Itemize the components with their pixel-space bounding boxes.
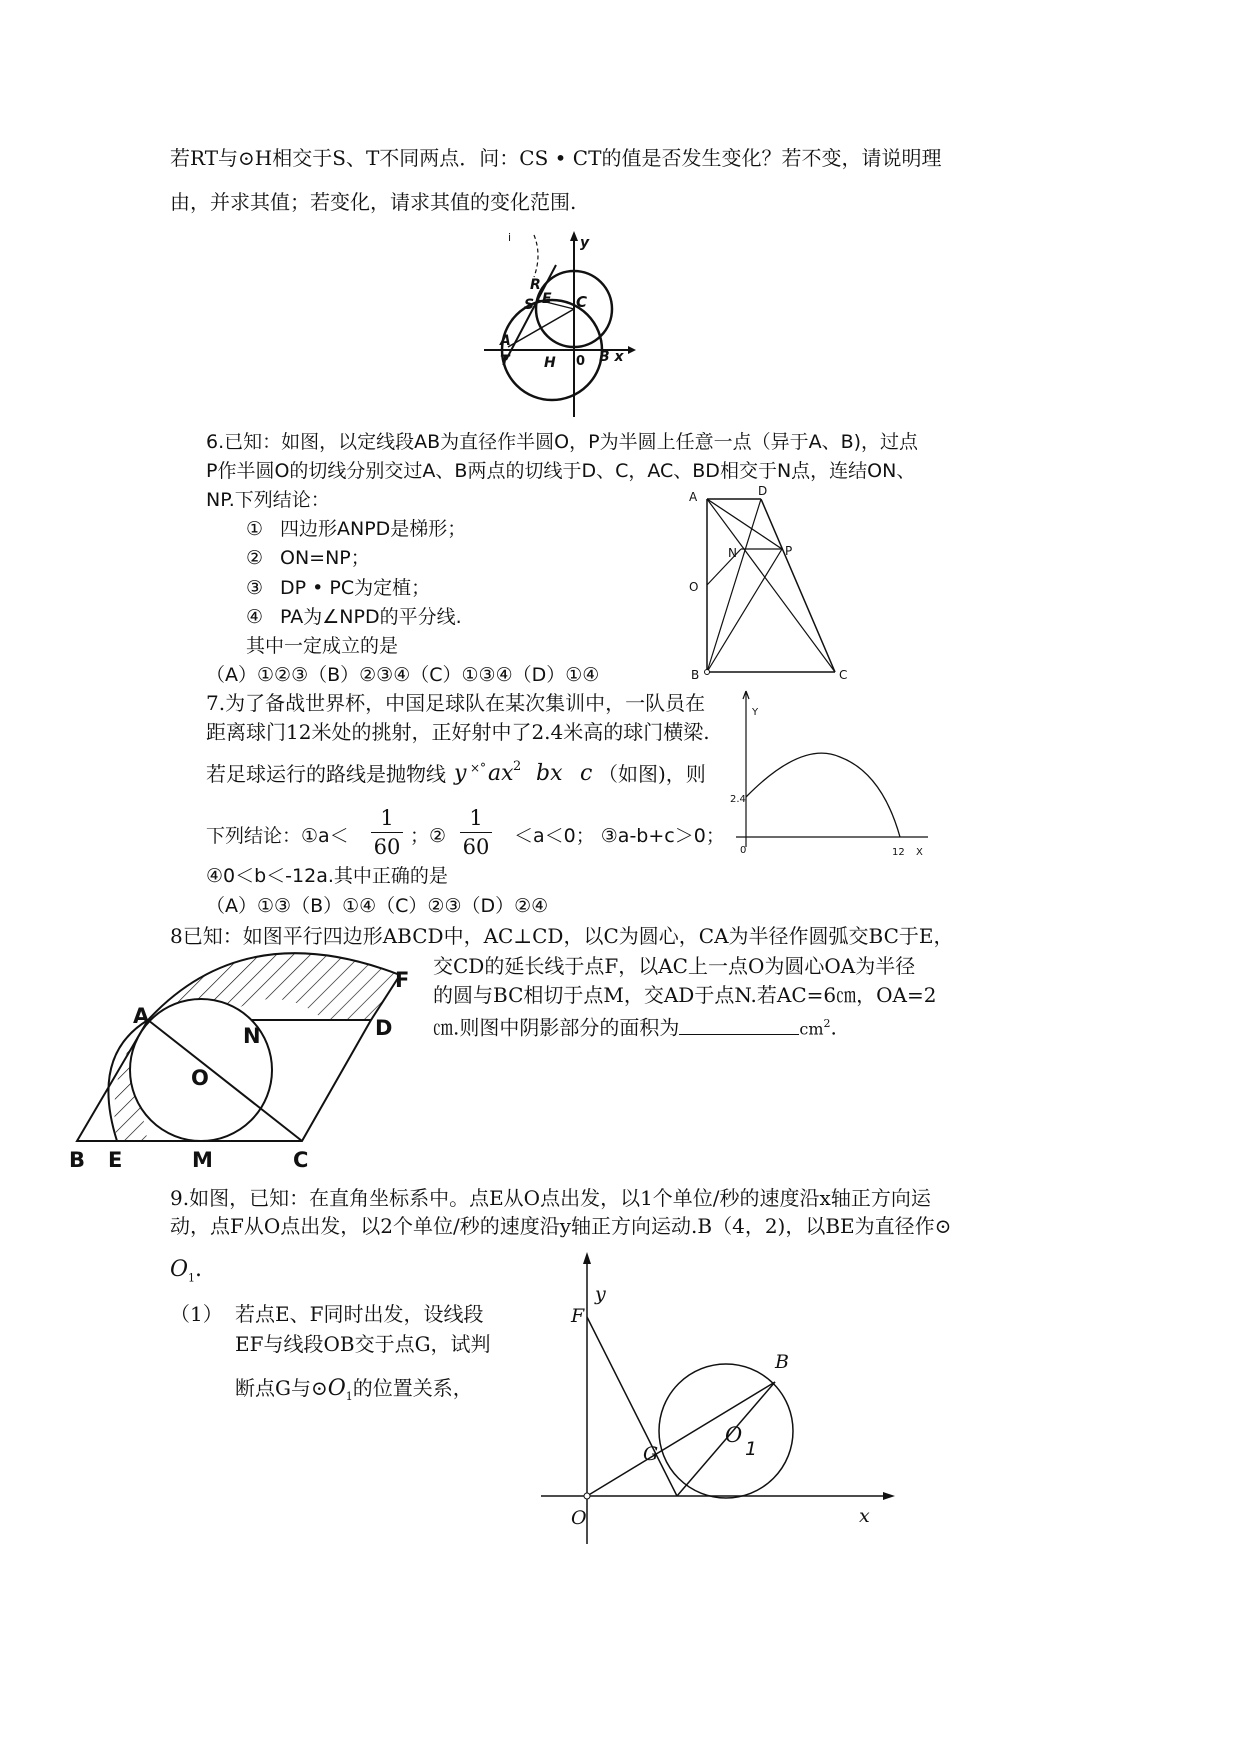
q7-formula-sup: 2 — [513, 759, 522, 774]
q9-line2: 动，点F从O点出发，以2个单位/秒的速度沿y轴正方向运动.B（4，2)，以BE为直径作⊙ — [170, 1214, 952, 1238]
q8-answer-blank[interactable] — [679, 1016, 799, 1035]
q7-formula-c: c — [580, 761, 593, 786]
q6-item-1-num: ① — [246, 518, 264, 540]
fig6-label-O: O — [689, 580, 699, 594]
q6-item-2-text: ON=NP； — [280, 547, 370, 569]
p5-line2: 由，并求其值；若变化，请求其值的变化范围. — [170, 190, 577, 214]
q9-sub1-line3-b: 的位置关系， — [352, 1376, 473, 1400]
fig6-label-D: D — [758, 484, 768, 498]
q6-item-1-text: 四边形ANPD是梯形； — [280, 518, 467, 540]
q6-item-2-num: ② — [246, 547, 264, 569]
fig7-label-Y: Y — [752, 707, 759, 718]
q9-o1-end: . — [195, 1257, 203, 1282]
figure-9-coordinate — [535, 1250, 915, 1550]
fig6-label-P: P — [785, 544, 793, 558]
q6-item-4-num: ④ — [246, 606, 264, 628]
q6-item-3-text: DP • PC为定植； — [280, 577, 431, 599]
q7-line4-mid: ；② — [410, 825, 447, 847]
q9-line1: 9.如图，已知：在直角坐标系中。点E从O点出发，以1个单位/秒的速度沿x轴正方向运 — [170, 1186, 931, 1210]
fig7-label-0: 0 — [740, 845, 747, 856]
fig9-label-G: G — [643, 1443, 659, 1465]
q7-fraction-1 — [367, 806, 407, 859]
fig5-label-A: A — [500, 333, 511, 349]
q9-sub1-o: O — [327, 1376, 346, 1401]
fig8-label-C: C — [293, 1148, 309, 1172]
q6-prompt: 其中一定成立的是 — [246, 635, 399, 657]
q8-line1: 8已知：如图平行四边形ABCD中，AC⊥CD，以C为圆心，CA为半径作圆弧交BC于E， — [170, 924, 954, 948]
q7-options: （A）①③（B）①④（C）②③（D）②④ — [206, 895, 549, 917]
fig8-label-E: E — [108, 1148, 123, 1172]
q8-line2: 交CD的延长线于点F，以AC上一点O为圆心OA为半径 — [433, 954, 916, 978]
figure-7-parabola — [722, 685, 942, 875]
fig5-label-T: T — [500, 353, 510, 369]
q7-line3-suffix: （如图)，则 — [598, 762, 706, 786]
fig9-label-x: x — [859, 1505, 870, 1527]
fig5-label-S: S — [524, 297, 535, 313]
q7-frac1-num: 1 — [380, 806, 394, 830]
q7-line4-prefix: 下列结论：①a＜ — [206, 825, 349, 847]
q7-formula-ax: ax — [488, 761, 514, 786]
fig8-label-F: F — [395, 968, 410, 992]
fig5-label-Bx: B x — [599, 349, 624, 365]
q6-options: （A）①②③（B）②③④（C）①③④（D）①④ — [206, 664, 600, 686]
q9-sub1-line3-a: 断点G与⊙ — [235, 1376, 328, 1400]
q9-sub1-line3 — [235, 1376, 473, 1409]
q6-line3: NP.下列结论： — [206, 489, 330, 511]
fig7-label-X: X — [916, 847, 923, 858]
fig6-label-N: N — [728, 546, 737, 560]
q8-line4 — [433, 1012, 837, 1042]
q7-formula-sym: ×° — [470, 761, 487, 775]
q6-item-3-num: ③ — [246, 577, 264, 599]
q7-frac2-num: 1 — [469, 806, 483, 830]
q7-line2: 距离球门12米处的挑射，正好射中了2.4米高的球门横梁. — [206, 720, 710, 744]
q9-sub1-line1: 若点E、F同时出发，设线段 — [235, 1302, 484, 1326]
fig7-label-12: 12 — [892, 847, 905, 858]
q9-o1-letter: O — [170, 1257, 189, 1282]
fig9-label-O: O — [571, 1507, 587, 1529]
fig5-label-i: i — [508, 231, 512, 244]
figure-5-circles — [480, 225, 640, 425]
fig9-label-O1: O — [725, 1423, 743, 1447]
q9-o1-sub: 1 — [188, 1271, 196, 1285]
q6-line2: P作半圆O的切线分别交过A、B两点的切线于D、C，AC、BD相交于N点，连结ON、 — [206, 460, 916, 482]
fig8-label-N: N — [243, 1024, 261, 1048]
fig5-label-0: 0 — [576, 354, 586, 369]
q9-o1 — [170, 1258, 202, 1290]
fig5-label-E: E — [542, 291, 552, 307]
q7-frac1-den: 60 — [373, 835, 401, 859]
fig9-label-F: F — [571, 1305, 585, 1327]
q8-line3: 的圆与BC相切于点M，交AD于点N.若AC=6㎝，OA=2 — [433, 983, 937, 1007]
fig8-label-M: M — [192, 1148, 213, 1172]
q7-line4-suffix: ＜a＜0； ③a-b+c＞0； — [514, 825, 725, 847]
q7-line5: ④0＜b＜-12a.其中正确的是 — [206, 865, 448, 887]
fig6-label-B: B — [691, 668, 700, 682]
q9-sub1-num: （1） — [170, 1302, 223, 1326]
q9-sub1-o-sub: 1 — [345, 1390, 353, 1403]
q8-line4-end: . — [830, 1015, 837, 1040]
fig9-label-B: B — [775, 1351, 789, 1373]
fig6-label-A: A — [689, 490, 698, 504]
q7-formula-bx: bx — [536, 761, 563, 786]
fig5-label-R: R — [530, 277, 541, 293]
q7-formula-y: y — [454, 761, 467, 786]
q8-unit: cm — [799, 1019, 824, 1039]
fig9-label-O1-sub: 1 — [745, 1438, 758, 1460]
q6-line1: 6.已知：如图，以定线段AB为直径作半圆O，P为半圆上任意一点（异于A、B)，过点 — [206, 431, 919, 453]
figure-8-parallelogram — [65, 945, 415, 1172]
fig8-label-D: D — [375, 1016, 393, 1040]
q8-unit-sup: 2 — [823, 1017, 831, 1030]
q9-sub1-line2: EF与线段OB交于点G，试判 — [235, 1332, 491, 1356]
q7-line3-prefix: 若足球运行的路线是抛物线 — [206, 762, 446, 786]
figure-6-trapezoid — [685, 485, 865, 685]
fig7-label-2-4: 2.4 — [730, 794, 746, 805]
q6-item-4-text: PA为∠NPD的平分线. — [280, 606, 462, 628]
fig6-label-C: C — [839, 668, 848, 682]
fig9-label-y: y — [595, 1283, 606, 1305]
fig5-label-y: y — [580, 235, 590, 251]
q7-line1: 7.为了备战世界杯，中国足球队在某次集训中，一队员在 — [206, 691, 706, 715]
fig5-label-H: H — [544, 355, 556, 371]
p5-line1: 若RT与⊙H相交于S、T不同两点．问：CS • CT的值是否发生变化？若不变，请说明理 — [170, 146, 942, 170]
q7-fraction-2 — [456, 806, 496, 859]
fig5-label-C: C — [576, 293, 588, 311]
q7-frac2-den: 60 — [462, 835, 490, 859]
fig8-label-O: O — [191, 1066, 209, 1090]
fig8-label-A: A — [133, 1004, 150, 1028]
q8-line4-text: ㎝.则图中阴影部分的面积为 — [433, 1015, 680, 1040]
fig8-label-B: B — [69, 1148, 86, 1172]
